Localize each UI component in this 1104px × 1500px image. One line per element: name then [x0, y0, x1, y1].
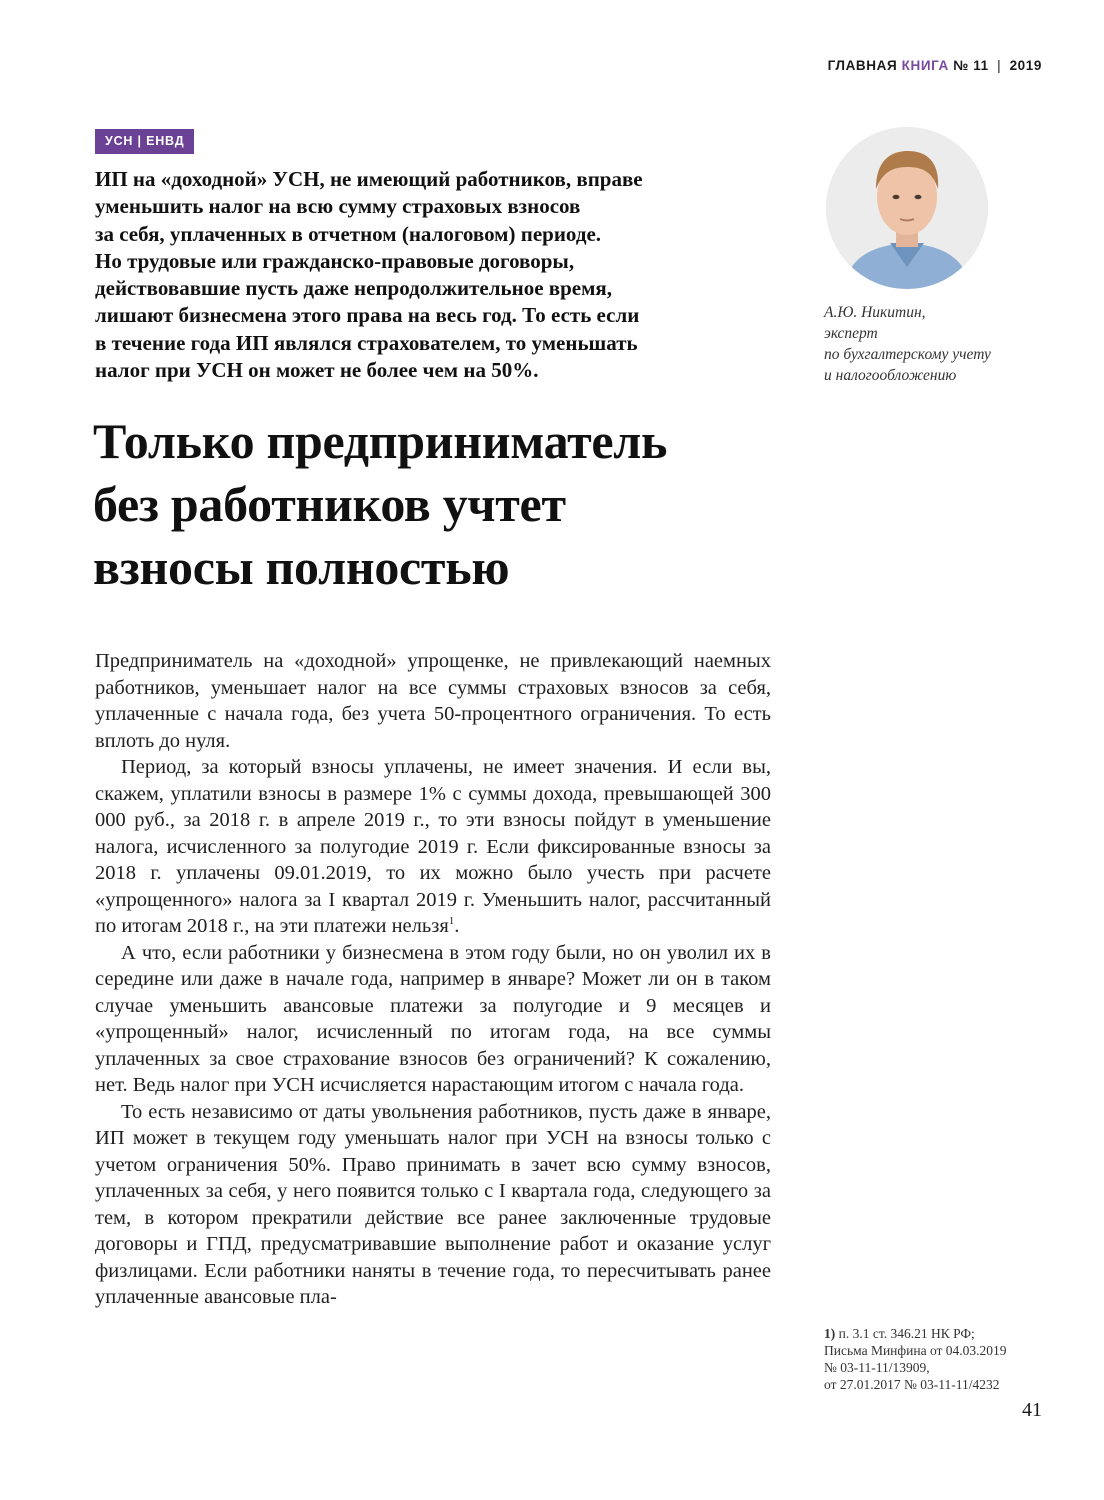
lead-line: налог при УСН он может не более чем на 50%. [95, 358, 539, 383]
headline-line: без работников учтет [93, 476, 566, 532]
footnote-reference[interactable]: 1 [448, 915, 455, 928]
author-caption [824, 302, 1054, 386]
body-paragraph-end: . [454, 915, 460, 937]
footnote [824, 1325, 1064, 1393]
body-paragraph: Предприниматель на «доходной» упрощенке, не привлекающий наемных работников, уменьшает налог на все суммы страховых взносов за себя, уплаченные с начала года, без учета 50-процентного ограничения. То есть вплоть до нуля. [95, 650, 771, 752]
lead-line: лишают бизнесмена этого права на весь год. То есть если [95, 303, 640, 328]
author-name: А.Ю. Никитин, [824, 304, 926, 321]
headline-line: Только предприниматель [93, 413, 668, 469]
footnote-line: Письма Минфина от 04.03.2019 [824, 1343, 1007, 1358]
lead-line: ИП на «доходной» УСН, не имеющий работников, вправе [95, 167, 643, 191]
body-paragraph-text: Период, за который взносы уплачены, не имеет значения. И если вы, скажем, уплатили взносы в размере 1% с суммы дохода, превышающей 300 000 руб., за 2018 г. в апреле 2019 г., то эти взносы пойдут в уменьшение налога, исчисленного за полугодие 2019 г. Если фиксированные взносы за 2018 г. уплачены 09.01.2019, то их можно было учесть при расчете «упрощенного» налога за I квартал 2019 г. Уменьшить налог, рассчитанный по итогам 2018 г., на эти платежи нельзя [95, 756, 771, 937]
lead-line: действовавшие пусть даже непродолжительное время, [95, 276, 613, 301]
body-paragraph: То есть независимо от даты увольнения работников, пусть даже в январе, ИП может в текущем году уменьшать налог при УСН на взносы только с учетом ограничения 50%. Право принимать в зачет всю сумму взносов, уплаченных за себя, у него появится только с I квартала года, следующего за тем, в котором прекратили действие все ранее заключенные трудовые договоры и ГПД, предусматривавшие выполнение работ и оказание услуг физлицами. Если работники наняты в течение года, то пересчитывать ранее уплаченные авансовые пла- [95, 1100, 771, 1308]
author-portrait-icon [826, 127, 988, 289]
lead-line: Но трудовые или гражданско-правовые договоры, [95, 248, 575, 273]
article-headline [93, 410, 813, 599]
lead-line: за себя, уплаченных в отчетном (налоговом) периоде. [95, 221, 602, 246]
footnote-number: 1) [824, 1326, 836, 1341]
page-number: 41 [1022, 1399, 1042, 1421]
masthead-year: 2019 [1009, 58, 1042, 73]
author-role: по бухгалтерскому учету [824, 346, 991, 363]
author-role: эксперт [824, 325, 878, 342]
footnote-line [824, 1325, 1064, 1342]
footnote-text: п. 3.1 ст. 346.21 НК РФ; [838, 1326, 975, 1341]
lead-line: в течение года ИП являлся страхователем, то уменьшать [95, 330, 638, 355]
lead-line: уменьшить налог на всю сумму страховых взносов [95, 194, 581, 219]
masthead-title: ГЛАВНАЯ [827, 58, 898, 73]
headline-line: взносы полностью [93, 539, 510, 595]
body-paragraph [95, 754, 771, 940]
lead-paragraph [95, 166, 785, 384]
article-body [95, 648, 771, 1311]
footnote-line: № 03-11-11/13909, [824, 1360, 930, 1375]
author-role: и налогообложению [824, 367, 957, 384]
rubric-tag: УСН | ЕНВД [95, 129, 194, 154]
masthead-separator: | [997, 58, 1002, 73]
author-photo [826, 127, 988, 289]
footnote-line: от 27.01.2017 № 03-11-11/4232 [824, 1377, 1000, 1392]
masthead-issue: № 11 [953, 58, 989, 73]
body-paragraph: А что, если работники у бизнесмена в этом году были, но он уволил их в середине или даже в начале года, например в январе? Может ли он в таком случае уменьшить авансовые платежи за полугодие и 9 месяцев и «упрощенный» налог, исчисленный по итогам года, на все суммы уплаченных за свое страхование взносов без ограничений? К сожалению, нет. Ведь налог при УСН исчисляется нарастающим итогом с начала года. [95, 941, 771, 1096]
magazine-masthead [828, 58, 1042, 73]
masthead-title-accent: КНИГА [901, 58, 949, 73]
